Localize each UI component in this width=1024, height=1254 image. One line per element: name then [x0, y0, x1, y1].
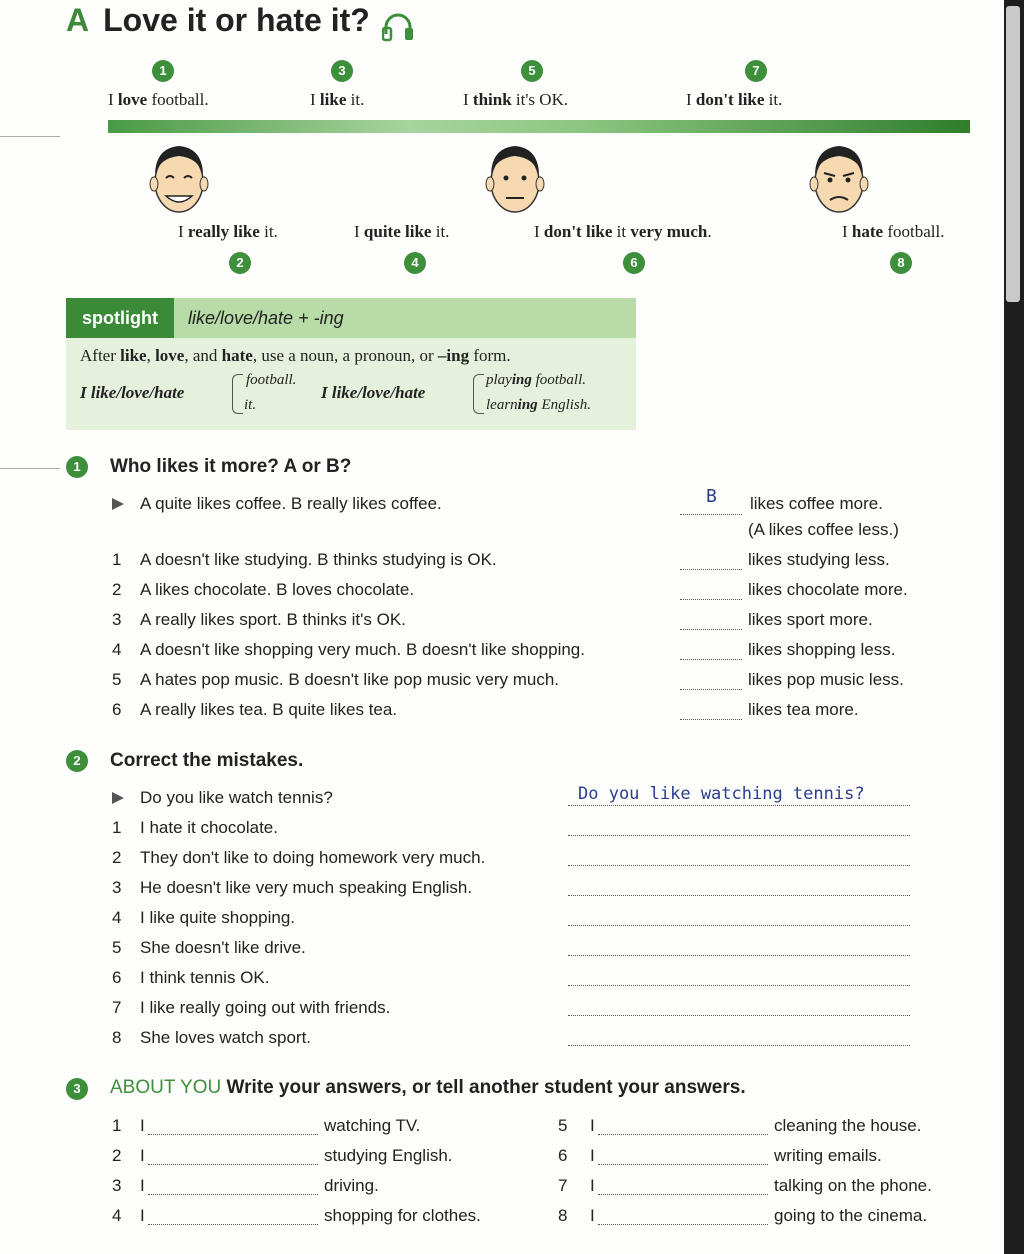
item-ending: writing emails.	[774, 1146, 882, 1165]
spotlight-option: football.	[246, 372, 297, 388]
happy-face-icon	[148, 140, 210, 216]
item-number: 4	[112, 908, 122, 927]
answer-blank[interactable]	[680, 599, 742, 600]
edge-rule	[0, 468, 60, 469]
item-number: 2	[112, 580, 122, 599]
scale-number: 8	[890, 252, 912, 274]
scrollbar-thumb[interactable]	[1006, 6, 1020, 302]
headphones-icon	[382, 12, 414, 42]
answer-blank[interactable]	[680, 689, 742, 690]
answer-blank[interactable]	[568, 1045, 910, 1046]
answer-blank[interactable]	[568, 1015, 910, 1016]
item-ending: going to the cinema.	[774, 1206, 928, 1225]
item-sentence: A doesn't like studying. B thinks studying is OK.	[140, 550, 497, 569]
answer-blank[interactable]	[680, 514, 742, 515]
item-sentence: A really likes sport. B thinks it's OK.	[140, 610, 406, 629]
item-number: 6	[558, 1146, 568, 1165]
answer-blank[interactable]	[568, 865, 910, 866]
unhappy-face-icon	[808, 140, 870, 216]
scale-label: I think it's OK.	[463, 90, 569, 109]
item-number: 2	[112, 1146, 122, 1165]
item-number: 1	[112, 818, 122, 837]
item-sentence: A likes chocolate. B loves chocolate.	[140, 580, 415, 599]
answer-suffix: likes chocolate more.	[748, 580, 908, 599]
section-title: Love it or hate it?	[103, 2, 370, 38]
scale-number: 3	[331, 60, 353, 82]
answer-blank[interactable]	[598, 1194, 768, 1195]
scale-label: I hate football.	[842, 222, 945, 241]
scale-label: I don't like it.	[686, 90, 783, 109]
item-number: 1	[112, 550, 122, 569]
brace	[473, 374, 484, 414]
item-number: 7	[558, 1176, 568, 1195]
answer-blank[interactable]	[148, 1194, 318, 1195]
item-number: 5	[558, 1116, 568, 1135]
item-ending: driving.	[324, 1176, 379, 1195]
item-sentence: She doesn't like drive.	[140, 938, 306, 957]
item-number: 2	[112, 848, 122, 867]
item-ending: shopping for clothes.	[324, 1206, 481, 1225]
item-pronoun: I	[590, 1146, 595, 1165]
item-number: 7	[112, 998, 122, 1017]
item-number: 8	[112, 1028, 122, 1047]
answer-blank[interactable]	[598, 1134, 768, 1135]
item-number: 1	[112, 1116, 122, 1135]
spotlight-rule: After like, love, and hate, use a noun, a pronoun, or –ing form.	[80, 346, 511, 365]
item-number: 5	[112, 670, 122, 689]
item-ending: cleaning the house.	[774, 1116, 922, 1135]
item-number: 3	[112, 610, 122, 629]
spotlight-subject: I like/love/hate	[80, 383, 185, 402]
answer-blank[interactable]	[568, 895, 910, 896]
item-pronoun: I	[140, 1146, 145, 1165]
exercise-heading: Correct the mistakes.	[110, 750, 304, 771]
item-sentence: She loves watch sport.	[140, 1028, 312, 1047]
scale-number: 5	[521, 60, 543, 82]
answer-suffix: likes coffee more.	[750, 494, 883, 513]
spotlight-subject: I like/love/hate	[321, 383, 426, 402]
example-sentence: A quite likes coffee. B really likes coffee.	[140, 494, 442, 513]
item-sentence: I hate it chocolate.	[140, 818, 278, 837]
answer-suffix: likes studying less.	[748, 550, 890, 569]
page-title	[66, 2, 370, 39]
answer-blank[interactable]	[598, 1164, 768, 1165]
answer-blank[interactable]	[680, 659, 742, 660]
example-arrow-icon	[112, 498, 124, 510]
spotlight-title: like/love/hate + -ing	[188, 308, 344, 328]
answer-blank[interactable]	[148, 1164, 318, 1165]
scale-label: I love football.	[108, 90, 209, 109]
item-number: 6	[112, 968, 122, 987]
item-number: 5	[112, 938, 122, 957]
answer-suffix: likes sport more.	[748, 610, 873, 629]
answer-note: (A likes coffee less.)	[748, 520, 899, 539]
item-ending: talking on the phone.	[774, 1176, 932, 1195]
scale-label: I like it.	[310, 90, 365, 109]
exercise-number: 3	[66, 1078, 88, 1100]
spotlight-tag: spotlight	[66, 298, 174, 338]
like-scale-bar	[108, 120, 970, 133]
item-sentence: He doesn't like very much speaking English.	[140, 878, 473, 897]
spotlight-option: it.	[244, 397, 257, 413]
item-number: 3	[112, 1176, 122, 1195]
scale-number: 7	[745, 60, 767, 82]
item-ending: studying English.	[324, 1146, 453, 1165]
exercise-number: 1	[66, 456, 88, 478]
item-number: 8	[558, 1206, 568, 1225]
answer-blank[interactable]	[568, 985, 910, 986]
edge-rule	[0, 136, 60, 137]
scale-number: 2	[229, 252, 251, 274]
spotlight-option: playing football.	[486, 372, 587, 388]
item-sentence: I like really going out with friends.	[140, 998, 391, 1017]
handwritten-answer: Do you like watching tennis?	[578, 784, 865, 804]
scale-number: 1	[152, 60, 174, 82]
section-letter: A	[66, 2, 90, 38]
item-pronoun: I	[590, 1176, 595, 1195]
item-sentence: They don't like to doing homework very much.	[140, 848, 486, 867]
scale-label: I quite like it.	[354, 222, 450, 241]
example-arrow-icon	[112, 792, 124, 804]
answer-blank[interactable]	[568, 835, 910, 836]
answer-blank[interactable]	[148, 1134, 318, 1135]
answer-suffix: likes tea more.	[748, 700, 859, 719]
scale-label: I don't like it very much.	[534, 222, 712, 241]
exercise-heading: ABOUT YOU Write your answers, or tell another student your answers.	[110, 1077, 746, 1098]
item-sentence: A really likes tea. B quite likes tea.	[140, 700, 398, 719]
item-pronoun: I	[590, 1116, 595, 1135]
item-number: 3	[112, 878, 122, 897]
answer-blank[interactable]	[148, 1224, 318, 1225]
item-sentence: I think tennis OK.	[140, 968, 270, 987]
item-number: 4	[112, 1206, 122, 1225]
item-pronoun: I	[590, 1206, 595, 1225]
spotlight-option: learning English.	[486, 397, 592, 413]
item-sentence: A hates pop music. B doesn't like pop music very much.	[140, 670, 559, 689]
scale-number: 6	[623, 252, 645, 274]
answer-suffix: likes shopping less.	[748, 640, 896, 659]
exercise-heading: Who likes it more? A or B?	[110, 456, 352, 477]
item-number: 4	[112, 640, 122, 659]
answer-blank[interactable]	[680, 569, 742, 570]
answer-blank[interactable]	[568, 805, 910, 806]
exercise-number: 2	[66, 750, 88, 772]
scale-number: 4	[404, 252, 426, 274]
brace	[232, 374, 243, 414]
scale-label: I really like it.	[178, 222, 278, 241]
item-pronoun: I	[140, 1206, 145, 1225]
item-pronoun: I	[140, 1176, 145, 1195]
neutral-face-icon	[484, 140, 546, 216]
item-ending: watching TV.	[324, 1116, 421, 1135]
item-sentence: A doesn't like shopping very much. B doesn't like shopping.	[140, 640, 585, 659]
answer-blank[interactable]	[680, 629, 742, 630]
answer-blank[interactable]	[598, 1224, 768, 1225]
answer-blank[interactable]	[568, 925, 910, 926]
answer-suffix: likes pop music less.	[748, 670, 904, 689]
item-number: 6	[112, 700, 122, 719]
answer-blank[interactable]	[680, 719, 742, 720]
item-pronoun: I	[140, 1116, 145, 1135]
example-sentence: Do you like watch tennis?	[140, 788, 333, 807]
item-sentence: I like quite shopping.	[140, 908, 295, 927]
handwritten-answer: B	[706, 486, 717, 507]
answer-blank[interactable]	[568, 955, 910, 956]
